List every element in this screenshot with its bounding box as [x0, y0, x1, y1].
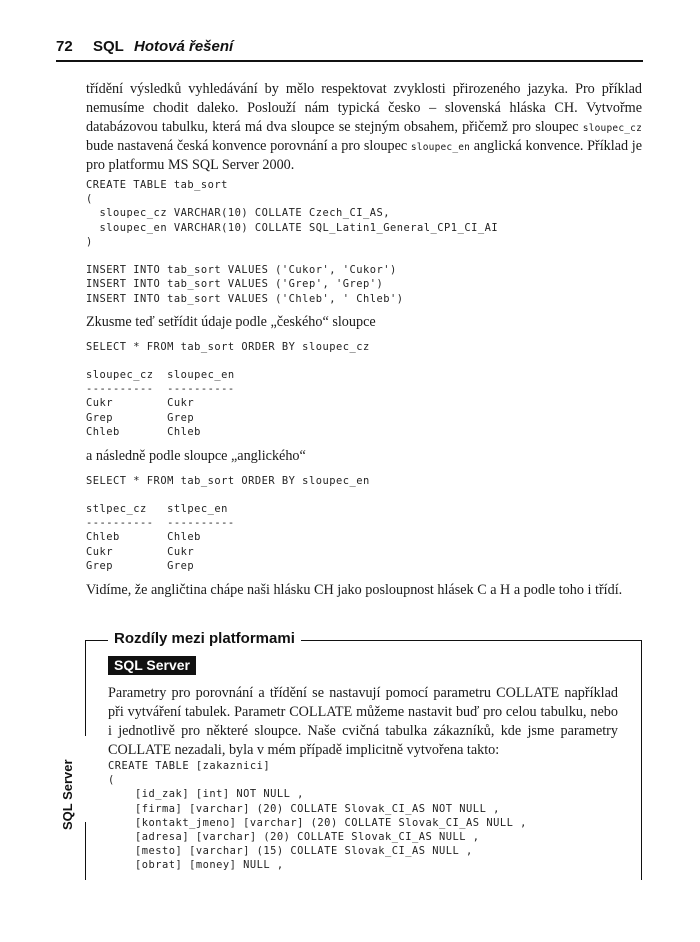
result-table-cz: sloupec_cz sloupec_en ---------- ---------- Cukr Cukr Grep Grep Chleb Chleb — [86, 369, 235, 438]
box-border-left-bottom — [85, 822, 86, 880]
header-rule — [56, 60, 643, 62]
intro-text-1: třídění výsledků vyhledávání by mělo respektovat zvyklosti přirozeného jazyka. Pro příklad nemusíme chodit daleko. Poslouží nám typická česko – slovenská hláska CH. Vytvořme databázovou tabulku, která má dva sloupce se stejným obsahem, přičemž pro sloupec — [86, 81, 642, 135]
code-create-zakaznici: CREATE TABLE [zakaznici] ( [id_zak] [int] NOT NULL , [firma] [varchar] (20) COLLATE Slovak_CI_AS NOT NULL , [kontakt_jmeno] [varchar] (20) COLLATE Slovak_CI_AS NULL , [adresa] [varchar] (20) COLLATE Slovak_CI_AS NULL , [mesto] [varchar] (15) COLLATE Slovak_CI_AS NULL , [obrat] [money] NULL , — [108, 760, 527, 872]
code-select-en: SELECT * FROM tab_sort ORDER BY sloupec_en — [86, 475, 370, 487]
chapter-subtitle: Hotová řešení — [134, 38, 234, 55]
sidebar-box-title: Rozdíly mezi platformami — [108, 630, 301, 647]
conclusion-paragraph: Vidíme, že angličtina chápe naši hlásku CH jako posloupnost hlásek C a H a podle toho i třídí. — [86, 582, 623, 598]
result-table-en: stlpec_cz stlpec_en ---------- ---------- Chleb Chleb Cukr Cukr Grep Grep — [86, 503, 235, 572]
para-sort-czech: Zkusme teď setřídit údaje podle „českého“ sloupce — [86, 314, 376, 330]
code-select-cz: SELECT * FROM tab_sort ORDER BY sloupec_cz — [86, 341, 370, 353]
platform-tag: SQL Server — [108, 656, 196, 675]
para-sort-english: a následně podle sloupce „anglického“ — [86, 448, 306, 464]
page-number: 72 — [56, 38, 73, 55]
code-create-insert: CREATE TABLE tab_sort ( sloupec_cz VARCHAR(10) COLLATE Czech_CI_AS, sloupec_en VARCHAR(10) COLLATE SQL_Latin1_General_CP1_CI_AI ) INSERT INTO tab_sort VALUES ('Cukor', 'Cukor') INSERT INTO tab_sort VALUES ('Grep', 'Grep') INSERT INTO tab_sort VALUES ('Chleb', ' Chleb') — [86, 179, 499, 305]
running-header — [56, 38, 643, 60]
section-name: SQL — [93, 38, 124, 55]
intro-text-2: bude nastavená česká konvence porovnání a pro sloupec — [86, 138, 411, 154]
box-paragraph: Parametry pro porovnání a třídění se nastavují pomocí parametru COLLATE například při vytváření tabulek. Parametr COLLATE můžeme nastavit buď pro celou tabulku, nebo i jednotlivě pro některé sloupce. Naše cvičná tabulka zákazníků, kde jsme parametry COLLATE nezadali, byla v mém případě implicitně vytvořena takto: — [108, 685, 618, 758]
box-border-left-top — [85, 640, 86, 736]
intro-paragraph — [86, 80, 642, 175]
box-border-right — [641, 640, 642, 880]
inline-code-sloupec-cz: sloupec_cz — [582, 123, 642, 134]
side-label: SQL Server — [60, 759, 75, 830]
inline-code-sloupec-en: sloupec_en — [410, 142, 471, 153]
intro-text-3: anglická konvence. Příklad je pro platformu MS SQL Server 2000. — [86, 138, 642, 173]
